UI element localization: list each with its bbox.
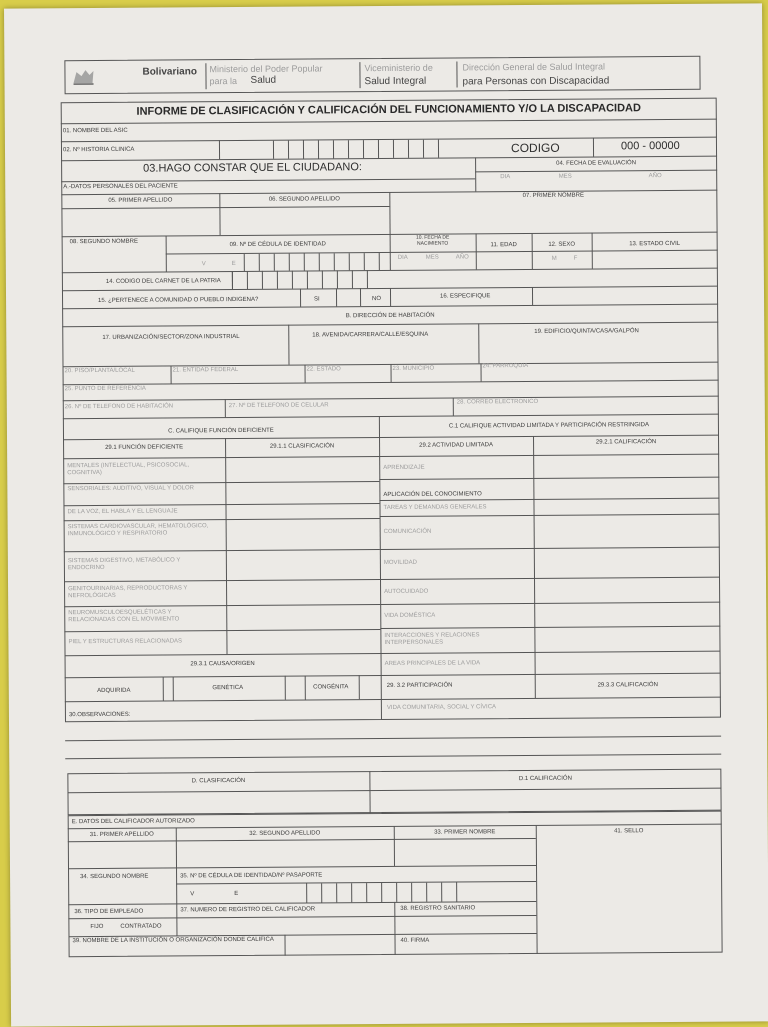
section-d1-title: D.1 CALIFICACIÓN bbox=[518, 775, 572, 783]
federal-entity-label: 21. ENTIDAD FEDERAL bbox=[172, 367, 239, 374]
section-c-title: C. CALIFIQUE FUNCIÓN DEFICIENTE bbox=[168, 427, 274, 435]
participation-item: VIDA COMUNITARIA, SOCIAL Y CÍVICA bbox=[386, 704, 497, 711]
vice-line2: Salud Integral bbox=[364, 75, 427, 88]
birth-year-label: AÑO bbox=[455, 254, 469, 261]
activity-item: MOVILIDAD bbox=[383, 559, 417, 567]
activity-item: COMUNICACIÓN bbox=[383, 528, 432, 536]
signature-label: 40. FIRMA bbox=[400, 937, 430, 944]
ministry-line2: para la bbox=[209, 76, 238, 87]
participation-header: 29. 3.2 PARTICIPACIÓN bbox=[386, 682, 453, 689]
history-number-label: 02. Nº HISTORIA CLINICA bbox=[62, 146, 135, 154]
function-item: PIEL Y ESTRUCTURAS RELACIONADAS bbox=[68, 638, 183, 646]
history-number-cells[interactable] bbox=[273, 140, 453, 159]
building-label: 19. EDIFICIO/QUINTA/CASA/GALPÓN bbox=[534, 328, 639, 335]
function-item: DE LA VOZ, EL HABLA Y EL LENGUAJE bbox=[67, 508, 178, 516]
floor-label: 20. PISO/PLANTA/LOCAL bbox=[64, 367, 135, 375]
employee-fixed[interactable]: FIJO bbox=[90, 923, 104, 931]
function-item: SENSORIALES: AUDITIVO, VISUAL Y DOLOR bbox=[67, 485, 194, 493]
activity-item: AREAS PRINCIPALES DE LA VIDA bbox=[384, 660, 481, 668]
activity-item: TAREAS Y DEMANDAS GENERALES bbox=[383, 504, 487, 512]
id-number-cells[interactable] bbox=[244, 253, 394, 271]
parish-label: 24. PARROQUIA bbox=[482, 362, 529, 370]
cause-congenital[interactable]: CONGÉNITA bbox=[313, 684, 349, 691]
observations-label: 30.OBSERVACIONES: bbox=[68, 711, 131, 719]
ministry-bold: Salud bbox=[250, 74, 277, 86]
specify-label: 16. ESPECIFIQUE bbox=[440, 293, 491, 300]
activity-item: APRENDIZAJE bbox=[383, 464, 425, 472]
activity-item: APLICACIÓN DEL CONOCIMIENTO bbox=[383, 491, 482, 499]
patria-card-label: 14. CODIGO DEL CARNET DE LA PATRIA bbox=[105, 278, 221, 285]
form-sheet bbox=[4, 3, 768, 1026]
eval-month-label: MES bbox=[558, 173, 572, 180]
form-title: INFORME DE CLASIFICACIÓN Y CALIFICACIÓN DEL FUNCIONAMIENTO Y/O LA DISCAPACIDAD bbox=[136, 102, 641, 118]
qualifier-id-cells[interactable] bbox=[306, 882, 471, 902]
email-label: 28. CORREO ELECTRONICO bbox=[456, 398, 539, 406]
classification-header: 29.1.1 CLASIFICACIÓN bbox=[269, 443, 335, 450]
cell-phone-label: 27. Nº DE TELEFONO DE CELULAR bbox=[228, 402, 329, 410]
second-name-label: 08. SEGUNDO NOMBRE bbox=[69, 238, 139, 246]
qualifier-first-name-label: 33. PRIMER NOMBRE bbox=[434, 829, 496, 836]
sex-m[interactable]: M bbox=[551, 255, 557, 262]
section-c1-title: C.1 CALIFIQUE ACTIVIDAD LIMITADA Y PARTICIPACIÓN RESTRINGIDA bbox=[448, 422, 649, 430]
qualifier-second-surname-label: 32. SEGUNDO APELLIDO bbox=[249, 830, 321, 837]
indigenous-no[interactable]: NO bbox=[372, 296, 382, 303]
eval-year-label: AÑO bbox=[648, 173, 662, 180]
reference-point-label: 25. PUNTO DE REFERENCIA bbox=[64, 385, 146, 393]
limited-activity-header: 29.2 ACTIVIDAD LIMITADA bbox=[419, 442, 494, 449]
codigo-value: 000 - 00000 bbox=[620, 139, 680, 153]
municipality-label: 23. MUNICIPIO bbox=[392, 365, 435, 372]
deficient-function-header: 29.1 FUNCIÓN DEFICIENTE bbox=[105, 444, 184, 451]
direction-line2: para Personas con Discapacidad bbox=[462, 75, 610, 88]
direction-line1: Dirección General de Salud Integral bbox=[462, 61, 606, 73]
second-surname-label: 06. SEGUNDO APELLIDO bbox=[268, 196, 340, 203]
birth-date-label: 10. FECHA DE NACIMIENTO bbox=[415, 234, 450, 247]
age-label: 11. EDAD bbox=[490, 242, 517, 249]
cause-genetic[interactable]: GENÉTICA bbox=[212, 684, 244, 692]
ministry-line1: Ministerio del Poder Popular bbox=[209, 63, 323, 75]
id-type-e[interactable]: E bbox=[231, 261, 236, 268]
health-registry-label: 38. REGISTRO SANITARIO bbox=[400, 905, 476, 912]
urbanization-label: 17. URBANIZACIÓN/SECTOR/ZONA INDUSTRIAL bbox=[102, 334, 240, 341]
section-e-title: E. DATOS DEL CALIFICADOR AUTORIZADO bbox=[71, 818, 195, 826]
activity-item: VIDA DOMÉSTICA bbox=[384, 612, 436, 620]
state-label: 22. ESTADO bbox=[306, 366, 341, 373]
first-name-label: 07. PRIMER NOMBRE bbox=[522, 192, 585, 200]
participation-qualification-header: 29.3.3 CALIFICACIÓN bbox=[597, 682, 658, 689]
birth-day-label: DIA bbox=[397, 254, 408, 261]
qualifier-first-surname-label: 31. PRIMER APELLIDO bbox=[89, 831, 154, 839]
first-surname-label: 05. PRIMER APELLIDO bbox=[108, 197, 173, 204]
section-d-title: D. CLASIFICACIÓN bbox=[191, 777, 246, 785]
institution-label: 39. NOMBRE DE LA INSTITUCIÓN O ORGANIZACIÓN DONDE CALIFICA bbox=[72, 936, 274, 945]
qualifier-second-name-label: 34. SEGUNDO NOMBRE bbox=[80, 873, 149, 881]
seal-label: 41. SELLO bbox=[614, 828, 644, 835]
sex-label: 12. SEXO bbox=[548, 241, 576, 248]
civil-status-label: 13. ESTADO CIVIL bbox=[629, 240, 681, 248]
qualifier-id-v[interactable]: V bbox=[190, 891, 195, 898]
activity-item: INTERACCIONES Y RELACIONES INTERPERSONALES bbox=[384, 632, 480, 647]
activity-item: AUTOCUIDADO bbox=[384, 588, 429, 596]
brand-text: Bolivariano bbox=[142, 66, 197, 78]
qualifier-id-e[interactable]: E bbox=[234, 891, 239, 898]
indigenous-label: 15. ¿PERTENECE A COMUNIDAD O PUEBLO INDIGENA? bbox=[98, 296, 259, 304]
employee-type-label: 36. TIPO DE EMPLEADO bbox=[74, 908, 144, 916]
registry-number-label: 37. NUMERO DE REGISTRO DEL CALIFICADOR bbox=[180, 906, 316, 914]
patria-card-cells[interactable] bbox=[232, 270, 382, 289]
function-item: NEUROMUSCULOESQUELÉTICAS Y RELACIONADAS CON EL MOVIMIENTO bbox=[68, 609, 180, 624]
hago-constar-label: 03.HAGO CONSTAR QUE EL CIUDADANO: bbox=[143, 161, 362, 175]
birth-month-label: MES bbox=[425, 254, 439, 261]
vice-line1: Viceministerio de bbox=[364, 62, 433, 74]
id-type-v[interactable]: V bbox=[201, 261, 206, 268]
qualifier-id-label: 35. Nº DE CÉDULA DE IDENTIDAD/Nº PASAPORTE bbox=[180, 872, 323, 880]
indigenous-si[interactable]: SI bbox=[314, 296, 320, 303]
asic-name-label: 01. NOMBRE DEL ASIC bbox=[62, 127, 128, 135]
cause-origin-header: 29.3.1 CAUSA/ORIGEN bbox=[190, 660, 255, 668]
function-item: MENTALES (INTELECTUAL, PSICOSOCIAL, COGNITIVA) bbox=[67, 462, 190, 477]
eval-day-label: DIA bbox=[500, 174, 511, 181]
section-a-title: A.-DATOS PERSONALES DEL PACIENTE bbox=[63, 183, 178, 191]
sex-f[interactable]: F bbox=[573, 255, 578, 262]
qualification-header: 29.2.1 CALIFICACIÓN bbox=[595, 439, 657, 446]
cause-acquired[interactable]: ADQUIRIDA bbox=[97, 687, 131, 695]
function-item: SISTEMAS CARDIOVASCULAR, HEMATOLÓGICO, INMUNOLÓGICO Y RESPIRATORIO bbox=[67, 523, 209, 538]
id-number-label: 09. Nº DE CÉDULA DE IDENTIDAD bbox=[229, 241, 326, 249]
evaluation-date-label: 04. FECHA DE EVALUACIÓN bbox=[556, 160, 637, 167]
section-b-title: B. DIRECCIÓN DE HABITACIÓN bbox=[345, 312, 435, 320]
home-phone-label: 26. Nº DE TELEFONO DE HABITACIÓN bbox=[64, 403, 174, 411]
function-item: SISTEMAS DIGESTIVO, METABÓLICO Y ENDOCRINO bbox=[67, 557, 181, 572]
function-item: GENITOURINARIAS, REPRODUCTORAS Y NEFROLÓGICAS bbox=[68, 585, 188, 600]
codigo-label: CODIGO bbox=[510, 140, 560, 156]
avenue-label: 18. AVENIDA/CARRERA/CALLE/ESQUINA bbox=[312, 331, 429, 339]
coat-of-arms-icon bbox=[70, 66, 96, 88]
employee-contracted[interactable]: CONTRATADO bbox=[120, 923, 162, 930]
